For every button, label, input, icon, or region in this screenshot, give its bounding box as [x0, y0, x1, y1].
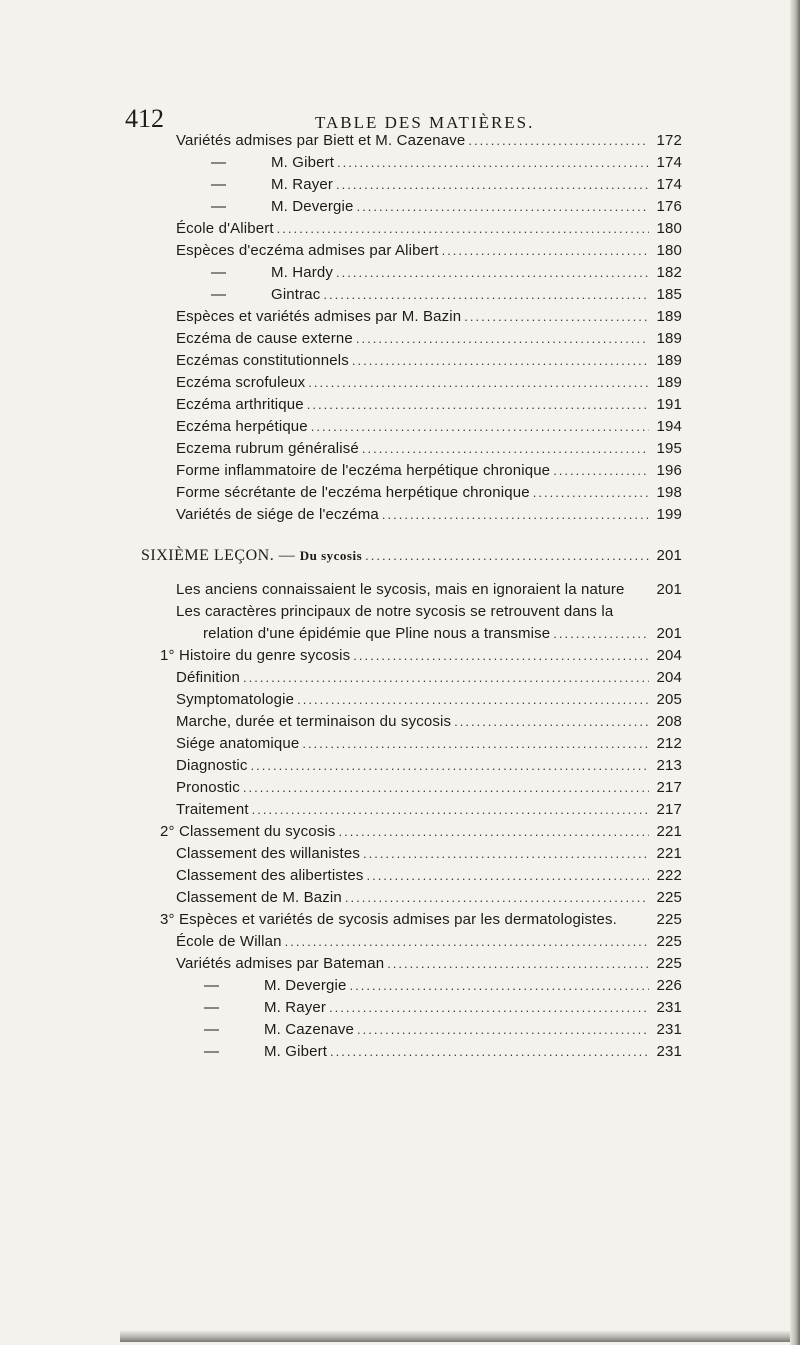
toc-entry: [211, 153, 682, 173]
leader-dots: [277, 219, 649, 239]
toc-entry-page: 213: [656, 757, 682, 774]
toc-entry-page: 172: [656, 132, 682, 149]
leader-dots: [363, 844, 649, 864]
toc-entry-page: 189: [656, 352, 682, 369]
toc-entry-page: 198: [656, 484, 682, 501]
toc-entry: [160, 822, 682, 842]
leader-dots: [357, 1020, 649, 1040]
leader-dots: [442, 241, 649, 261]
toc-entry: [211, 175, 682, 195]
toc-entry-label: Les anciens connaissaient le sycosis, mais en ignoraient la nature: [176, 581, 625, 598]
toc-entry-page: 180: [656, 220, 682, 237]
leader-dots: [366, 866, 649, 886]
toc-entry-page: 185: [656, 286, 682, 303]
leader-dots: [362, 439, 649, 459]
leader-dots: [252, 800, 649, 820]
lesson-heading: [141, 546, 682, 566]
toc-entry: [176, 307, 682, 327]
leader-dots: [382, 505, 649, 525]
leader-dots: [352, 351, 649, 371]
ditto-dash: —: [211, 154, 227, 171]
toc-entry: [176, 888, 682, 908]
leader-dots: [387, 954, 649, 974]
page-number: 412: [125, 104, 164, 133]
toc-entry-label: Variétés de siége de l'eczéma: [176, 506, 379, 523]
toc-entry-page: 226: [656, 977, 682, 994]
toc-entry-line: Les caractères principaux de notre sycosis se retrouvent dans la: [176, 603, 614, 620]
toc-entry-label: Diagnostic: [176, 757, 248, 774]
toc-entry-page: 204: [656, 647, 682, 664]
toc-entry: [176, 778, 682, 798]
toc-entry-label: Définition: [176, 669, 241, 686]
toc-entry-page: 217: [656, 801, 682, 818]
toc-entry: [211, 263, 682, 283]
toc-entry: [176, 351, 682, 371]
lesson-title: SIXIÈME LEÇON. —: [141, 547, 296, 564]
leader-dots: [357, 197, 649, 217]
toc-entry: [176, 712, 682, 732]
toc-entry-label: 3° Espèces et variétés de sycosis admises par les dermatologistes.: [160, 911, 617, 928]
toc-entry: [176, 668, 682, 688]
toc-entry-label: Symptomatologie: [176, 691, 295, 708]
toc-entry: [176, 505, 682, 525]
toc-entry-page: 231: [656, 1043, 682, 1060]
toc-entry-label: Pronostic: [176, 779, 240, 796]
ditto-dash: —: [204, 999, 220, 1016]
page-bottom-shadow: [120, 1330, 790, 1342]
toc-entry-label: Marche, durée et terminaison du sycosis: [176, 713, 452, 730]
toc-entry-label: M. Gibert: [271, 154, 335, 171]
toc-entry-label: Variétés admises par Bateman: [176, 955, 385, 972]
ditto-dash: —: [204, 977, 220, 994]
leader-dots: [365, 546, 649, 566]
toc-entry-label: Eczémas constitutionnels: [176, 352, 349, 369]
toc-entry-label: 2° Classement du sycosis: [160, 823, 336, 840]
toc-entry-page: 208: [656, 713, 682, 730]
toc-entry-label: Classement des willanistes: [176, 845, 360, 862]
toc-entry-page: 231: [656, 999, 682, 1016]
toc-entry: [176, 800, 682, 820]
running-title: TABLE DES MATIÈRES.: [315, 113, 535, 132]
toc-entry: [176, 866, 682, 886]
toc-entry-label: Forme inflammatoire de l'eczéma herpétique chronique: [176, 462, 551, 479]
leader-dots: [353, 646, 649, 666]
ditto-dash: —: [211, 176, 227, 193]
toc-entry: [204, 998, 682, 1018]
toc-entry-page: 189: [656, 308, 682, 325]
toc-entry-label: Siége anatomique: [176, 735, 300, 752]
toc-entry-label: Eczéma arthritique: [176, 396, 304, 413]
toc-entry-label: Espèces d'eczéma admises par Alibert: [176, 242, 439, 259]
toc-entry-page: 204: [656, 669, 682, 686]
toc-entry-label: Gintrac: [271, 286, 321, 303]
toc-entry: [176, 417, 682, 437]
toc-entry: [204, 1020, 682, 1040]
toc-entry-page: 225: [656, 911, 682, 928]
ditto-dash: —: [211, 264, 227, 281]
toc-entry-label: Classement de M. Bazin: [176, 889, 342, 906]
leader-dots: [297, 690, 649, 710]
toc-entry: [176, 329, 682, 349]
leader-dots: [454, 712, 649, 732]
toc-entry-page: 191: [656, 396, 682, 413]
toc-entry-page: 196: [656, 462, 682, 479]
toc-entry-page: 221: [656, 823, 682, 840]
toc-entry-label: M. Gibert: [264, 1043, 328, 1060]
toc-entry-label: Eczema rubrum généralisé: [176, 440, 359, 457]
leader-dots: [553, 461, 649, 481]
toc-entry: [160, 646, 682, 666]
toc-entry-label: Eczéma herpétique: [176, 418, 308, 435]
toc-entry-page: 199: [656, 506, 682, 523]
toc-entry-page: 221: [656, 845, 682, 862]
toc-entry: [204, 976, 682, 996]
toc-entry-page: 222: [656, 867, 682, 884]
toc-entry-label: M. Rayer: [271, 176, 334, 193]
toc-entry-page: 180: [656, 242, 682, 259]
lesson-subtitle: Du sycosis: [299, 548, 363, 563]
toc-entry-label: École de Willan: [176, 933, 282, 950]
toc-entry: [204, 1042, 682, 1062]
leader-dots: [336, 175, 649, 195]
toc-entry-page: 201: [656, 625, 682, 642]
toc-entry-page: 201: [656, 547, 682, 564]
toc-entry: [176, 756, 682, 776]
ditto-dash: —: [211, 198, 227, 215]
toc-entry-label: M. Devergie: [264, 977, 347, 994]
ditto-dash: —: [211, 286, 227, 303]
leader-dots: [356, 329, 649, 349]
toc-entry: [176, 690, 682, 710]
toc-entry: [176, 734, 682, 754]
toc-entry-page: 212: [656, 735, 682, 752]
leader-dots: [285, 932, 649, 952]
leader-dots: [311, 417, 649, 437]
toc-entry-page: 205: [656, 691, 682, 708]
toc-entry: [176, 461, 682, 481]
leader-dots: [336, 263, 649, 283]
leader-dots: [302, 734, 649, 754]
leader-dots: [243, 668, 649, 688]
toc-entry: [176, 219, 682, 239]
leader-dots: [468, 131, 649, 151]
toc-entry-page: 225: [656, 955, 682, 972]
toc-entry: [176, 439, 682, 459]
leader-dots: [350, 976, 649, 996]
toc-entry-label: École d'Alibert: [176, 220, 274, 237]
leader-dots: [243, 778, 649, 798]
toc-entry-label: M. Hardy: [271, 264, 334, 281]
toc-entry-label: Traitement: [176, 801, 249, 818]
toc-entry-page: 195: [656, 440, 682, 457]
toc-entry: [211, 197, 682, 217]
toc-entry-page: 174: [656, 154, 682, 171]
leader-dots: [323, 285, 649, 305]
toc-entry-page: 182: [656, 264, 682, 281]
toc-entry-label: 1° Histoire du genre sycosis: [160, 647, 351, 664]
toc-entry-label: relation d'une épidémie que Pline nous a transmise: [203, 625, 551, 642]
toc-entry-page: 176: [656, 198, 682, 215]
leader-dots: [345, 888, 649, 908]
ditto-dash: —: [204, 1021, 220, 1038]
toc-entry-label: Variétés admises par Biett et M. Cazenave: [176, 132, 466, 149]
toc-entry-page: 217: [656, 779, 682, 796]
toc-entry-label: M. Devergie: [271, 198, 354, 215]
toc-entry: [176, 580, 682, 600]
toc-entry: [176, 373, 682, 393]
toc-entry: [160, 910, 682, 930]
toc-entry-label: Eczéma scrofuleux: [176, 374, 306, 391]
toc-entry-page: 201: [656, 581, 682, 598]
toc-entry: [176, 241, 682, 261]
leader-dots: [533, 483, 649, 503]
toc-entry: [176, 395, 682, 415]
page-edge-shadow: [790, 0, 800, 1345]
toc-entry-page: 231: [656, 1021, 682, 1038]
leader-dots: [339, 822, 650, 842]
toc-entry-label: Forme sécrétante de l'eczéma herpétique chronique: [176, 484, 530, 501]
toc-entry: [176, 954, 682, 974]
leader-dots: [307, 395, 649, 415]
toc-entry-page: 189: [656, 374, 682, 391]
toc-entry: [211, 285, 682, 305]
toc-entry-page: 194: [656, 418, 682, 435]
ditto-dash: —: [204, 1043, 220, 1060]
toc-entry: [176, 844, 682, 864]
toc-entry: [203, 624, 682, 644]
toc-entry-page: 225: [656, 889, 682, 906]
leader-dots: [553, 624, 649, 644]
toc-entry-page: 189: [656, 330, 682, 347]
toc-entry-label: Eczéma de cause externe: [176, 330, 353, 347]
leader-dots: [337, 153, 649, 173]
toc-entry: [176, 131, 682, 151]
leader-dots: [251, 756, 649, 776]
leader-dots: [330, 1042, 649, 1062]
toc-entry-label: Classement des alibertistes: [176, 867, 364, 884]
toc-entry-label: M. Cazenave: [264, 1021, 355, 1038]
leader-dots: [329, 998, 649, 1018]
toc-entry-label: Espèces et variétés admises par M. Bazin: [176, 308, 462, 325]
toc-entry-page: 225: [656, 933, 682, 950]
leader-dots: [464, 307, 649, 327]
toc-entry: [176, 483, 682, 503]
leader-dots: [308, 373, 649, 393]
toc-entry-label: M. Rayer: [264, 999, 327, 1016]
toc-entry: [176, 932, 682, 952]
toc-entry-page: 174: [656, 176, 682, 193]
